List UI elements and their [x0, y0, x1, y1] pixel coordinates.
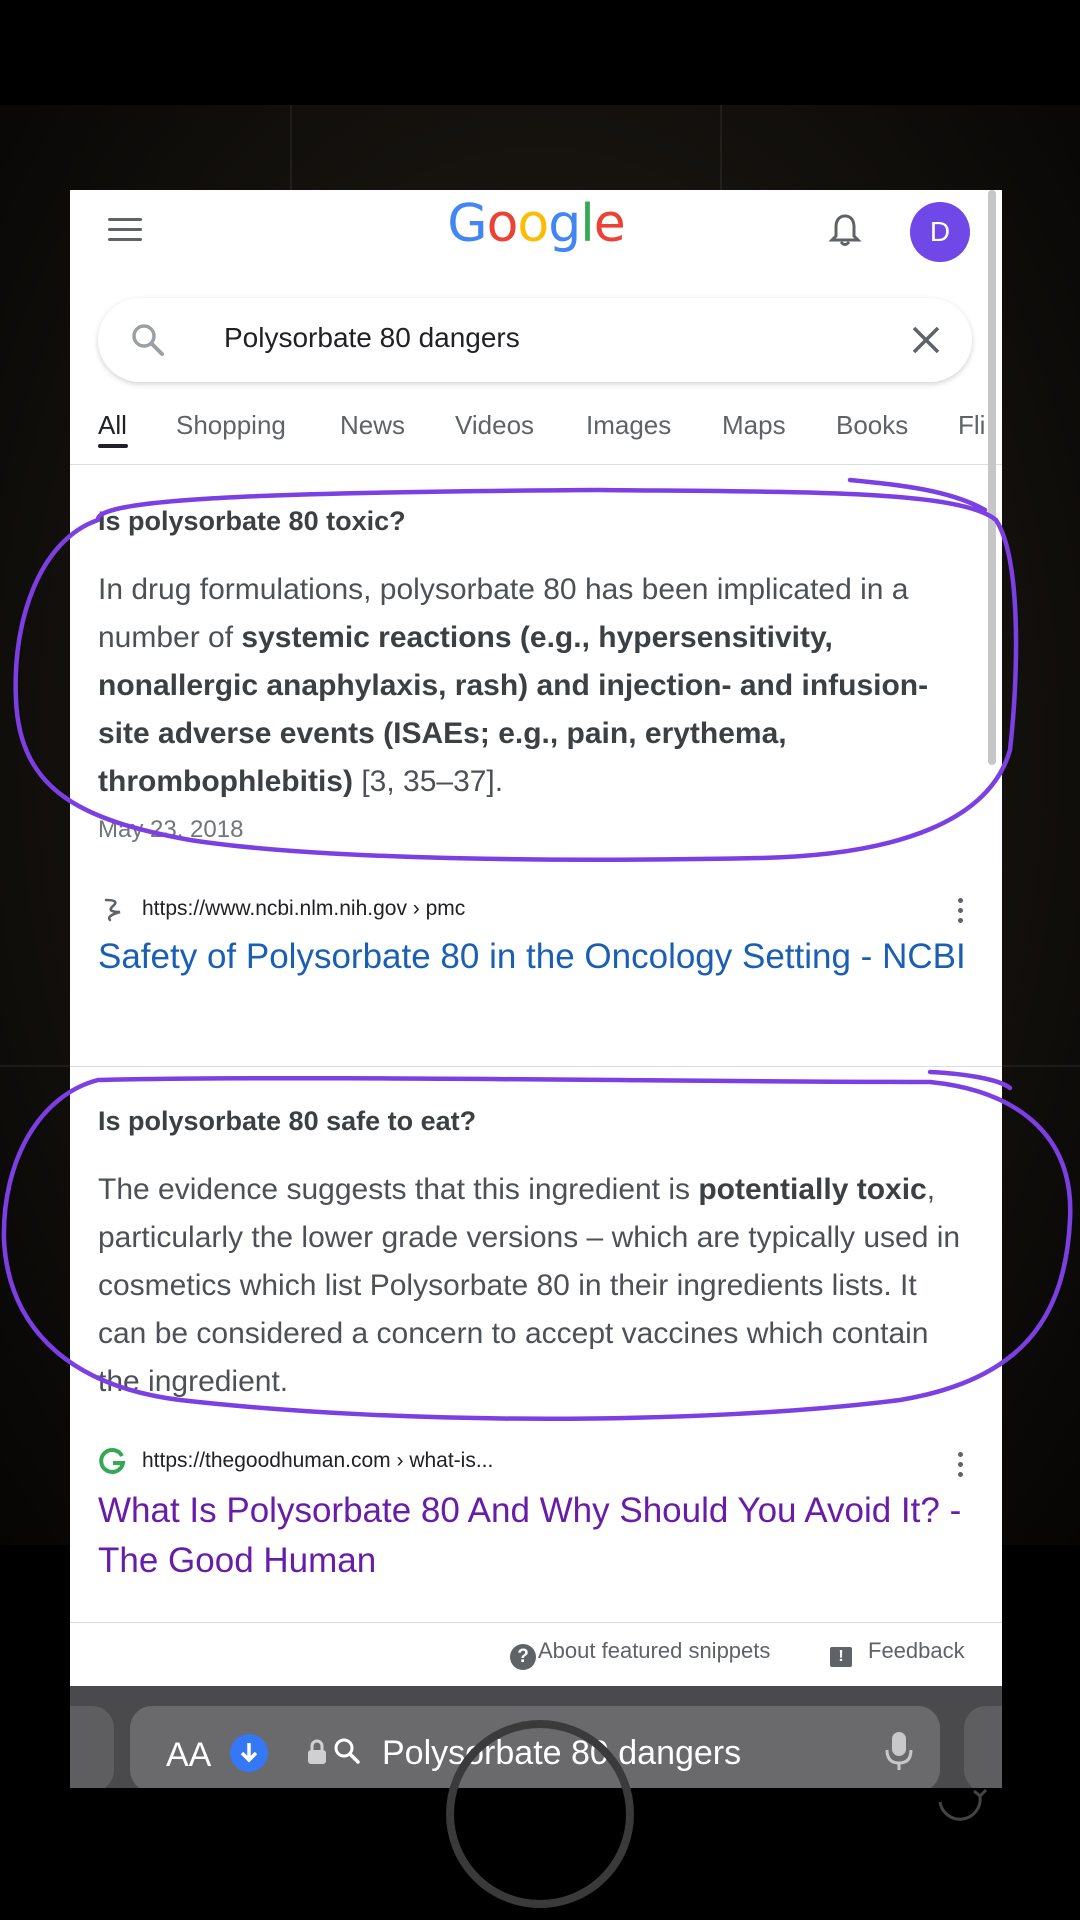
- tab-maps[interactable]: Maps: [722, 410, 786, 440]
- logo-letter: o: [517, 194, 549, 254]
- tab-books[interactable]: Books: [836, 410, 909, 440]
- tab-all[interactable]: All: [98, 410, 127, 440]
- result-title-link[interactable]: What Is Polysorbate 80 And Why Should You Avoid It? - The Good Human: [98, 1491, 962, 1580]
- tab-images[interactable]: Images: [586, 410, 672, 440]
- divider: [70, 464, 1002, 465]
- rotate-camera-icon[interactable]: [930, 1772, 990, 1822]
- search-icon: [332, 1736, 362, 1766]
- about-snippets-label: About featured snippets: [538, 1638, 771, 1663]
- feedback-icon: !: [830, 1647, 852, 1667]
- tab-flights[interactable]: Fli: [958, 410, 986, 440]
- logo-letter: l: [580, 194, 594, 254]
- answer-text: , particularly the lower grade versions – which are typically used in cosmetics which list Polysorbate 80 in their ingredients lists. It can be considered a concern to accept vaccines which contain the ingredient.: [98, 1173, 961, 1398]
- answer-text: [3, 35–37].: [352, 765, 504, 798]
- reader-menu-button[interactable]: AA: [166, 1736, 212, 1774]
- divider: [70, 1066, 1002, 1067]
- active-tab-indicator: [98, 444, 128, 448]
- search-tabs: [70, 400, 1002, 456]
- scrollbar[interactable]: [988, 190, 996, 765]
- more-vert-icon[interactable]: [955, 1452, 965, 1484]
- about-snippets-link[interactable]: [510, 1638, 770, 1670]
- logo-letter: G: [447, 194, 487, 254]
- avatar[interactable]: D: [910, 202, 970, 262]
- tab-news[interactable]: News: [340, 410, 406, 440]
- record-button[interactable]: [446, 1720, 634, 1908]
- download-icon[interactable]: [230, 1734, 268, 1772]
- google-logo[interactable]: [70, 194, 1002, 254]
- snippet-date: May 23, 2018: [98, 816, 244, 843]
- feedback-link[interactable]: [830, 1638, 965, 1667]
- bell-icon[interactable]: [828, 212, 862, 248]
- mic-icon[interactable]: [882, 1730, 916, 1772]
- logo-letter: g: [548, 194, 581, 254]
- snippet-question: Is polysorbate 80 safe to eat?: [98, 1106, 477, 1136]
- search-icon: [128, 320, 168, 360]
- google-g-favicon: [98, 1446, 128, 1476]
- lock-icon: [306, 1738, 328, 1766]
- address-text[interactable]: Polysorbate 80 dangers: [382, 1734, 742, 1772]
- logo-letter: e: [593, 194, 625, 254]
- snippet-footer: [70, 1622, 1002, 1682]
- snippet-answer: [98, 1166, 968, 1406]
- logo-letter: o: [486, 194, 518, 254]
- browser-screenshot: [70, 190, 1002, 1788]
- tab-videos[interactable]: Videos: [455, 410, 535, 440]
- ncbi-favicon: [98, 894, 128, 924]
- snippet-answer: [98, 566, 968, 806]
- feedback-label: Feedback: [868, 1638, 965, 1663]
- answer-highlight: potentially toxic: [698, 1173, 927, 1206]
- more-vert-icon[interactable]: [955, 898, 965, 930]
- answer-text: The evidence suggests that this ingredient is: [98, 1173, 699, 1206]
- result-url-text: https://www.ncbi.nlm.nih.gov › pmc: [142, 897, 466, 920]
- answer-highlight: systemic reactions (e.g., hypersensitivity, nonallergic anaphylaxis, rash) and injection- and infusion-site adverse events (ISAEs; e.g., pain, erythema, thrombophlebitis): [98, 621, 929, 798]
- close-icon[interactable]: [908, 322, 944, 358]
- search-input[interactable]: Polysorbate 80 dangers: [224, 322, 520, 353]
- google-header: [70, 190, 1002, 270]
- answer-text: In drug formulations, polysorbate 80 has been implicated in a number of: [98, 573, 909, 654]
- search-box[interactable]: [98, 298, 972, 382]
- result-title-link[interactable]: Safety of Polysorbate 80 in the Oncology Setting - NCBI: [98, 937, 966, 976]
- result-url-text: https://thegoodhuman.com › what-is...: [142, 1449, 494, 1472]
- previous-tab-peek[interactable]: [70, 1706, 114, 1788]
- snippet-question: Is polysorbate 80 toxic?: [98, 506, 406, 536]
- tab-shopping[interactable]: Shopping: [176, 410, 286, 440]
- help-icon: ?: [510, 1644, 536, 1670]
